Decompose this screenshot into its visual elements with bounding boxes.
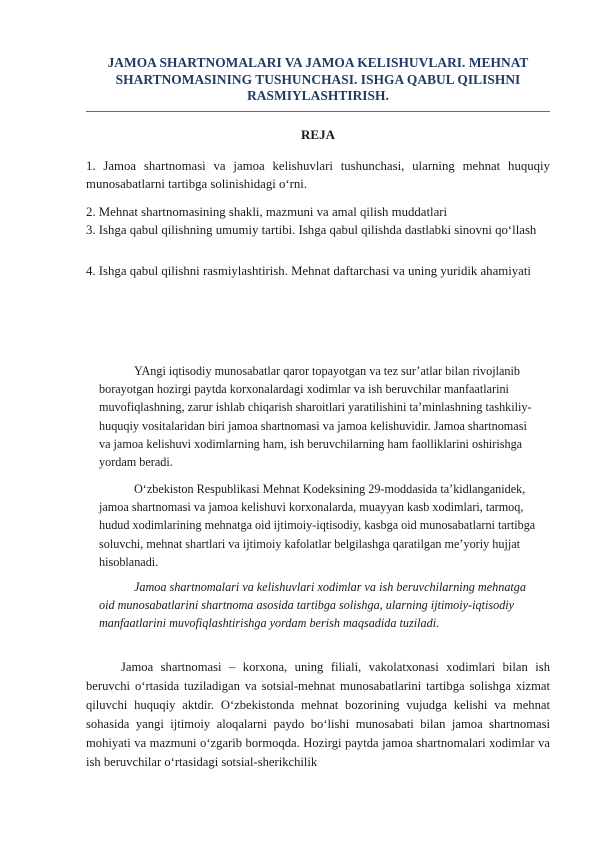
paragraph-1-text: YAngi iqtisodiy munosabatlar qaror topayotgan va tez sur’atlar bilan rivojlanib borayotgan hozirgi paytda korxonalardagi xodimlar va ish beruvchilar manfaatlarini muvofiqlashning, zarur ishlab chiqarish sharoitlari yaratilishini ta’minlashning tashkiliy-huquqiy vositalaridan biri jamoa shartnomasi va jamoa kelishuvidir. Jamoa shartnomasi va jamoa kelishuvi xodimlarning ham, ish beruvchilarning ham faolliklarini oshirishga yordam beradi. xyxy=(99,364,532,470)
paragraph-2-text: O‘zbekiston Respublikasi Mehnat Kodeksining 29-moddasida ta’kidlanganidek, jamoa shartnomasi va jamoa kelishuvi korxonalarda, muayyan kasb xodimlari, tarmoq, hudud xodimlarining mehnatga oid ijtimoiy-iqtisodiy, kasbga oid munosabatlarni tartibga soluvchi, mehnat shartlari va ijtimoiy kafolatlar belgilashga qaratilgan me’yoriy hujjat hisoblanadi. xyxy=(99,482,536,569)
paragraph-4 xyxy=(86,658,550,772)
paragraph-2 xyxy=(99,480,539,571)
plan-item-2: 2. Mehnat shartnomasining shakli, mazmuni va amal qilish muddatlari xyxy=(86,205,448,219)
paragraph-1 xyxy=(99,362,539,471)
paragraph-4-text: Jamoa shartnomasi – korxona, uning filiali, vakolatxonasi xodimlari bilan ish beruvchi o‘rtasida tuziladigan va sotsial-mehnat munosabatlarini tartibga solishga xizmat qiluvchi huquqiy aktdir. O‘zbekistonda mehnat bozorining vujudga kelishi va mehnat sohasida yangi ijtimoiy aloqalarni paydo bo‘lishi munosabati bilan jamoa shartnomasi mohiyati va mazmuni o‘zgarib bormoqda. Hozirgi paytda jamoa shartnomalari xodimlar va ish beruvchilar o‘rtasidagi sotsial-sherikchilik xyxy=(86,660,550,769)
plan-item-1: 1. Jamoa shartnomasi va jamoa kelishuvlari tushunchasi, ularning mehnat huquqiy munosabatlarni tartibga solinishidagi o‘rni. xyxy=(86,159,550,191)
paragraph-3-italic xyxy=(99,578,539,633)
plan-heading: REJA xyxy=(301,127,335,142)
paragraph-3-text: Jamoa shartnomalari va kelishuvlari xodimlar va ish beruvchilarning mehnatga oid munosabatlarini shartnoma asosida tartibga solishga, ularning ijtimoiy-iqtisodiy manfaatlarini muvofiqlashtirishga yordam berish maqsadida tuziladi. xyxy=(99,580,526,631)
plan-items-2-3 xyxy=(86,203,550,239)
plan-item-4: 4. Ishga qabul qilishni rasmiylashtirish. Mehnat daftarchasi va uning yuridik ahamiyati xyxy=(86,264,531,278)
plan-item-3: 3. Ishga qabul qilishning umumiy tartibi. Ishga qabul qilishda dastlabki sinovni qo‘llash xyxy=(86,223,537,237)
document-title: JAMOA SHARTNOMALARI VA JAMOA KELISHUVLARI. MEHNAT SHARTNOMASINING TUSHUNCHASI. ISHGA QABUL QILISHNI RASMIYLASHTIRISH. xyxy=(107,55,529,104)
title-divider xyxy=(86,111,550,112)
